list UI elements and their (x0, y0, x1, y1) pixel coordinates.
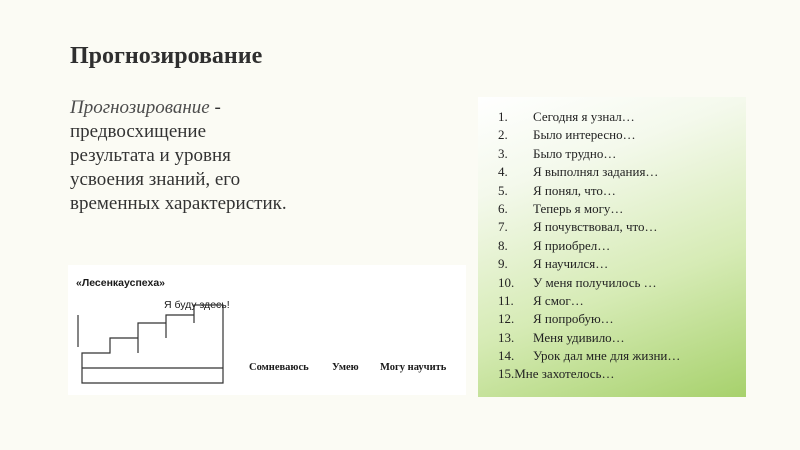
list-item-text: Сегодня я узнал… (533, 109, 635, 124)
list-item (498, 182, 680, 200)
list-item-number: 8. (498, 237, 508, 253)
ladder-level-doubt: Сомневаюсь (249, 362, 309, 373)
list-item-number: 1. (498, 109, 508, 124)
slide-title: Прогнозирование (70, 43, 263, 69)
ladder-heading: «Лесенкауспеха» (76, 277, 166, 289)
list-item-number: 2. (498, 127, 508, 143)
list-item-text: Я смог… (533, 292, 584, 308)
staircase-steps (82, 305, 223, 383)
list-item (498, 310, 680, 328)
list-item-number: 4. (498, 164, 508, 180)
definition-line: результата и уровня (70, 145, 231, 166)
list-item-text: Урок дал мне для жизни… (533, 348, 681, 364)
list-item-text: Я выполнял задания… (533, 164, 659, 180)
list-item-number: 5. (498, 182, 508, 198)
list-item-text: Теперь я могу… (533, 200, 624, 216)
list-item-text: Я приобрел… (533, 237, 611, 253)
list-item (498, 218, 680, 236)
list-item (498, 145, 680, 163)
list-item-text: Было трудно… (533, 145, 617, 161)
list-item-number: 6. (498, 200, 508, 216)
definition-line: усвоения знаний, его (70, 169, 241, 190)
list-item-number: 3. (498, 145, 508, 161)
list-item-number: 14. (498, 348, 515, 364)
list-item-text: Я научился… (533, 256, 609, 272)
list-item (498, 163, 680, 181)
reflection-sentences-list (498, 108, 680, 384)
list-item (498, 274, 680, 292)
list-item (498, 329, 680, 347)
list-item-number: 12. (498, 311, 515, 327)
success-ladder-image (68, 265, 466, 395)
ladder-level-can: Умею (332, 362, 359, 373)
list-item (498, 237, 680, 255)
list-item-number: 10. (498, 274, 515, 290)
list-item-number: 9. (498, 256, 508, 272)
definition-text (70, 96, 400, 216)
ladder-level-can-teach: Могу научить (380, 362, 447, 373)
definition-line (70, 96, 400, 120)
ladder-note: Я буду здесь! (164, 299, 230, 311)
list-item-text: Я почувствовал, что… (533, 219, 658, 235)
list-item-text: Мне захотелось… (514, 366, 615, 382)
list-item (498, 126, 680, 144)
definition-term: Прогнозирование (70, 97, 210, 118)
list-item-number: 7. (498, 219, 508, 235)
list-item-text: Я попробую… (533, 311, 614, 327)
list-item (498, 347, 680, 365)
list-item (498, 108, 680, 126)
list-item (498, 292, 680, 310)
list-item-text: У меня получилось … (533, 274, 657, 290)
list-item-text: Было интересно… (533, 127, 636, 143)
list-item (498, 365, 680, 383)
list-item-number: 15. (498, 366, 515, 382)
list-item (498, 255, 680, 273)
list-item-number: 11. (498, 292, 514, 308)
definition-dash: - (209, 97, 221, 118)
staircase-drawing (68, 265, 466, 395)
reflection-sentences-panel (478, 97, 746, 397)
list-item-number: 13. (498, 329, 515, 345)
list-item-text: Я понял, что… (533, 182, 616, 198)
definition-line: предвосхищение (70, 121, 207, 142)
list-item (498, 200, 680, 218)
definition-line: временных характеристик. (70, 193, 287, 214)
list-item-text: Меня удивило… (533, 329, 625, 345)
